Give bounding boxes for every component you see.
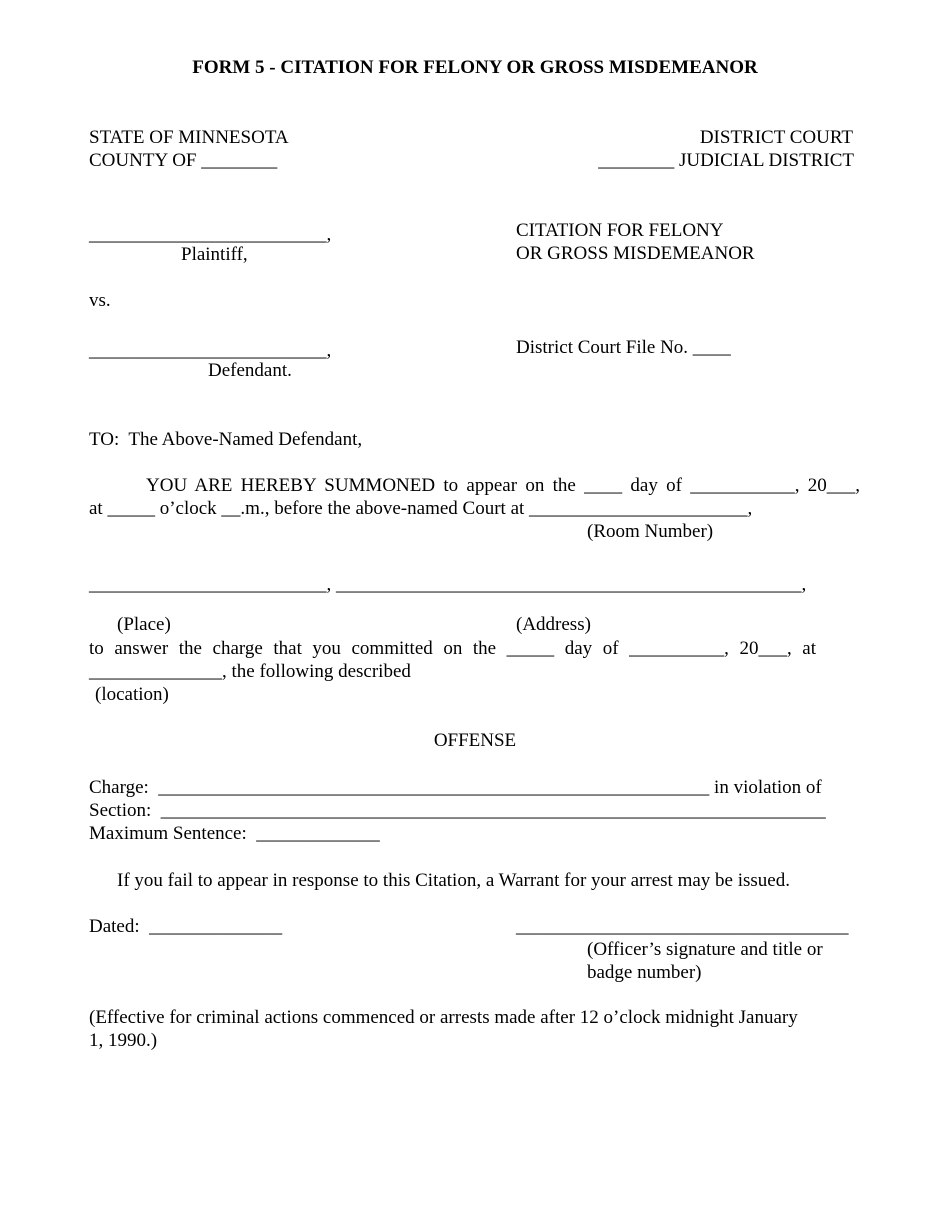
signature-label-2: badge number): [587, 962, 702, 983]
summons-line2: at _____ o’clock __.m., before the above-named Court at _______________________,: [89, 498, 753, 519]
place-address-line: _________________________, _________________________________________________,: [89, 574, 807, 595]
signature-line: ___________________________________: [516, 916, 849, 937]
file-number: District Court File No. ____: [516, 337, 731, 358]
form-title: FORM 5 - CITATION FOR FELONY OR GROSS MISDEMEANOR: [192, 57, 758, 78]
offense-heading: OFFENSE: [433, 730, 517, 751]
footer-note-2: 1, 1990.): [89, 1030, 158, 1051]
court-label: DISTRICT COURT: [699, 127, 853, 148]
location-line: ______________, the following described: [89, 661, 411, 682]
county-field: COUNTY OF ________: [89, 150, 278, 171]
to-line: TO: The Above-Named Defendant,: [89, 429, 363, 450]
doc-title-line2: OR GROSS MISDEMEANOR: [516, 243, 755, 264]
defendant-blank: _________________________,: [89, 340, 332, 361]
plaintiff-blank: _________________________,: [89, 224, 332, 245]
address-label: (Address): [516, 614, 591, 635]
location-label: (location): [95, 684, 169, 705]
dated-line: Dated: ______________: [89, 916, 283, 937]
charge-date-line: to answer the charge that you committed on the _____ day of __________, 20___, at: [89, 638, 816, 659]
vs-label: vs.: [89, 290, 111, 311]
doc-title-line1: CITATION FOR FELONY: [516, 220, 724, 241]
section-line: Section: ______________________________________________________________________: [89, 800, 826, 821]
district-field: ________ JUDICIAL DISTRICT: [598, 150, 854, 171]
place-label: (Place): [117, 614, 171, 635]
signature-label-1: (Officer’s signature and title or: [587, 939, 823, 960]
footer-note-1: (Effective for criminal actions commenced or arrests made after 12 o’clock midnight January: [89, 1007, 798, 1028]
state-label: STATE OF MINNESOTA: [89, 127, 289, 148]
summons-line1: YOU ARE HEREBY SUMMONED to appear on the ____ day of ___________, 20___,: [146, 475, 860, 496]
warning-text: If you fail to appear in response to this Citation, a Warrant for your arrest may be issued.: [117, 870, 790, 891]
plaintiff-label: Plaintiff,: [181, 244, 248, 265]
room-number-label: (Room Number): [587, 521, 714, 542]
defendant-label: Defendant.: [208, 360, 292, 381]
charge-line: Charge: __________________________________________________________ in violation of: [89, 777, 822, 798]
max-sentence-line: Maximum Sentence: _____________: [89, 823, 380, 844]
